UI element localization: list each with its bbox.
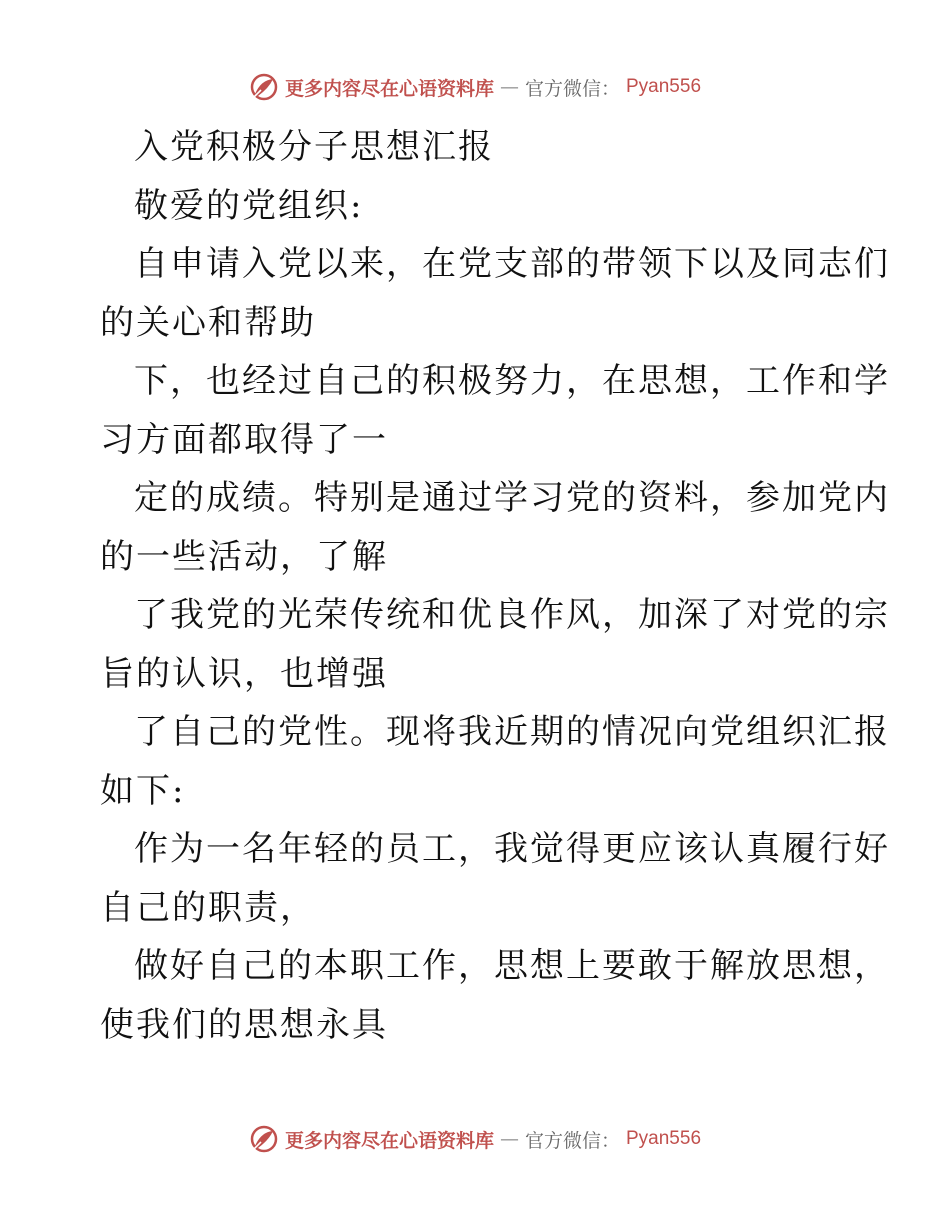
- paragraph-line: 作为一名年轻的员工，我觉得更应该认真履行好: [134, 829, 890, 869]
- pen-nib-logo-icon: [249, 1124, 279, 1154]
- footer-wechat-id: Pyan556: [626, 1128, 702, 1149]
- paragraph-line: 了我党的光荣传统和优良作风，加深了对党的宗: [134, 595, 890, 635]
- header-separator: —: [499, 76, 519, 98]
- paragraph-line: 的一些活动，了解: [100, 536, 388, 577]
- footer-site-text: 更多内容尽在心语资料库: [284, 1129, 494, 1152]
- paragraph-line: 下，也经过自己的积极努力，在思想，工作和学: [134, 361, 890, 401]
- document-title: 入党积极分子思想汇报: [134, 127, 494, 167]
- header-site-text: 更多内容尽在心语资料库: [284, 77, 494, 100]
- footer-wechat-label: 官方微信：: [524, 1129, 620, 1152]
- header-watermark: [0, 72, 950, 102]
- paragraph-line: 定的成绩。特别是通过学习党的资料，参加党内: [134, 478, 890, 518]
- paragraph-line: 自己的职责，: [100, 887, 316, 928]
- document-body: [100, 118, 890, 1054]
- paragraph-line: 做好自己的本职工作，思想上要敢于解放思想，: [134, 946, 890, 986]
- paragraph-line: 自申请入党以来，在党支部的带领下以及同志们: [134, 244, 890, 284]
- paragraph-line: 旨的认识，也增强: [100, 653, 388, 694]
- paragraph-line: 使我们的思想永具: [100, 1004, 388, 1045]
- footer-separator: —: [499, 1128, 519, 1150]
- paragraph-line: 习方面都取得了一: [100, 419, 388, 460]
- header-wechat-label: 官方微信：: [524, 77, 620, 100]
- paragraph-line: 的关心和帮助: [100, 302, 316, 343]
- paragraph-line: 了自己的党性。现将我近期的情况向党组织汇报: [134, 712, 890, 752]
- pen-nib-logo-icon: [249, 72, 279, 102]
- salutation: 敬爱的党组织:: [134, 185, 364, 226]
- footer-watermark: [0, 1124, 950, 1154]
- header-wechat-id: Pyan556: [626, 76, 702, 97]
- paragraph-line: 如下:: [100, 770, 186, 811]
